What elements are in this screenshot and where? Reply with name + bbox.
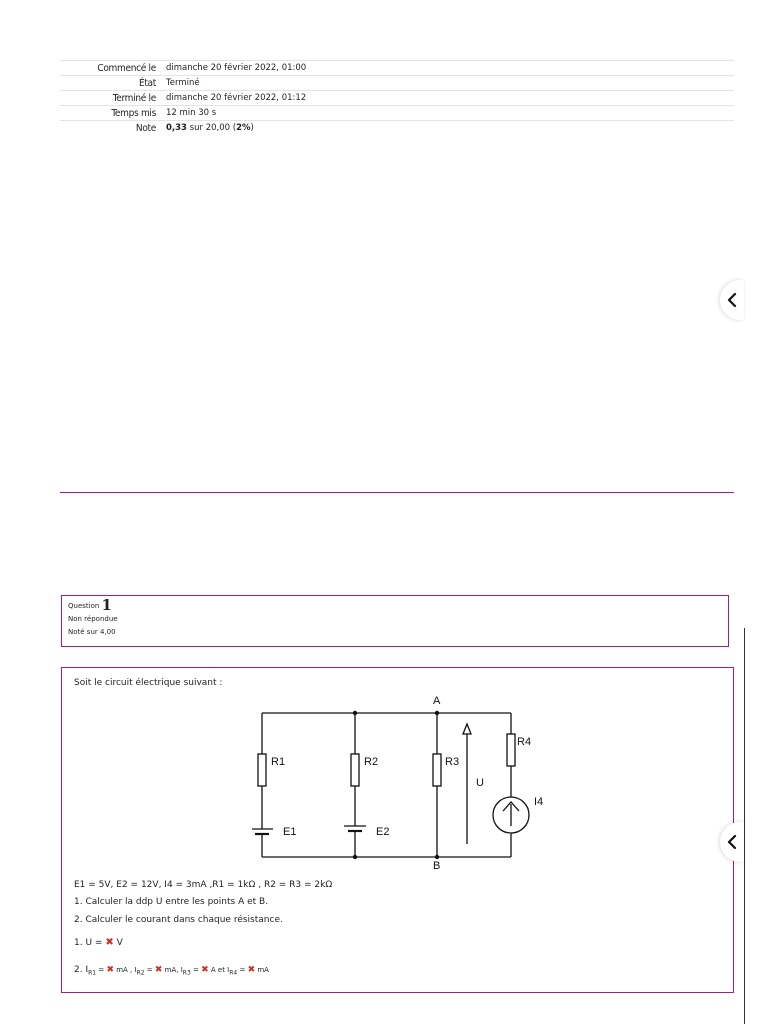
label-r1: R1 [271,756,286,768]
label-r3: R3 [445,756,460,768]
eq: = [96,966,107,974]
question-intro: Soit le circuit électrique suivant : [74,678,223,688]
question-mark: Noté sur 4,00 [68,628,116,636]
circuit-diagram [252,692,552,872]
voltage-arrowhead [463,724,471,734]
summary-row-time [60,106,734,121]
answer-2-row [74,965,269,976]
summary-label: Commencé le [60,61,162,76]
eq: = [190,966,202,974]
answer-2-prefix: 2. I [74,965,89,975]
summary-row-started [60,61,734,76]
label-r4: R4 [517,736,532,748]
resistor-r1 [258,754,266,786]
answer-1-unit: V [116,938,123,948]
summary-value: Terminé [162,76,734,91]
summary-row-grade [60,121,734,136]
sub-r3: R3 [182,969,191,977]
unit-r4: mA [255,966,269,974]
circuit-parameters: E1 = 5V, E2 = 12V, I4 = 3mA ,R1 = 1kΩ , R2 = R3 = 2kΩ [74,880,333,890]
question-prefix: Question [68,602,100,610]
label-r2: R2 [364,756,379,768]
junction-node [435,855,439,859]
eq: = [144,966,155,974]
sub-r4: R4 [229,969,238,977]
summary-label: Terminé le [60,91,162,106]
summary-row-state [60,76,734,91]
question-part-2: 2. Calculer le courant dans chaque résistance. [74,915,283,925]
question-content-box [61,667,734,993]
grade-rest: sur 20,00 ( [186,123,237,133]
chevron-left-icon [725,835,739,849]
unit-r1: mA , I [113,966,137,974]
label-u: U [476,777,484,789]
sub-r2: R2 [136,969,145,977]
question-number [68,596,722,614]
grade-end: ) [250,123,254,133]
junction-node [353,711,357,715]
summary-label: Note [60,121,162,136]
resistor-r2 [351,754,359,786]
attempt-summary-table [60,60,734,135]
resistor-r4 [507,734,515,766]
summary-row-finished [60,91,734,106]
question-part-1: 1. Calculer la ddp U entre les points A et B. [74,897,269,907]
unit-r2: mA, I [162,966,183,974]
answer-1-prefix: 1. U = [74,938,103,948]
label-e2: E2 [376,826,390,838]
summary-value: 12 min 30 s [162,106,734,121]
eq: = [237,966,248,974]
resistor-r3 [433,754,441,786]
node-label-a: A [433,695,441,707]
summary-value [162,121,734,136]
incorrect-cross-icon: ✖ [201,965,209,975]
answer-1-row [74,937,123,948]
grade-value: 0,33 [166,123,187,133]
label-i4: I4 [534,796,544,808]
question-no: 1 [101,596,112,614]
label-e1: E1 [283,826,297,838]
incorrect-cross-icon: ✖ [154,965,163,975]
drawer-toggle-button[interactable] [720,280,744,320]
scrollbar-track[interactable] [744,628,745,1024]
chevron-left-icon [725,293,739,307]
incorrect-cross-icon: ✖ [105,937,114,948]
unit-r3: A et I [208,966,230,974]
summary-label: Temps mis [60,106,162,121]
node-label-b: B [433,860,441,872]
section-divider [60,492,734,493]
incorrect-cross-icon: ✖ [106,965,114,975]
junction-node [435,711,439,715]
incorrect-cross-icon: ✖ [247,965,256,975]
summary-value: dimanche 20 février 2022, 01:00 [162,61,734,76]
grade-percent: 2% [236,123,251,133]
junction-node [353,855,357,859]
question-status: Non répondue [68,615,118,623]
summary-value: dimanche 20 février 2022, 01:12 [162,91,734,106]
summary-label: État [60,76,162,91]
sub-r1: R1 [88,969,97,977]
question-info-box [61,595,729,647]
